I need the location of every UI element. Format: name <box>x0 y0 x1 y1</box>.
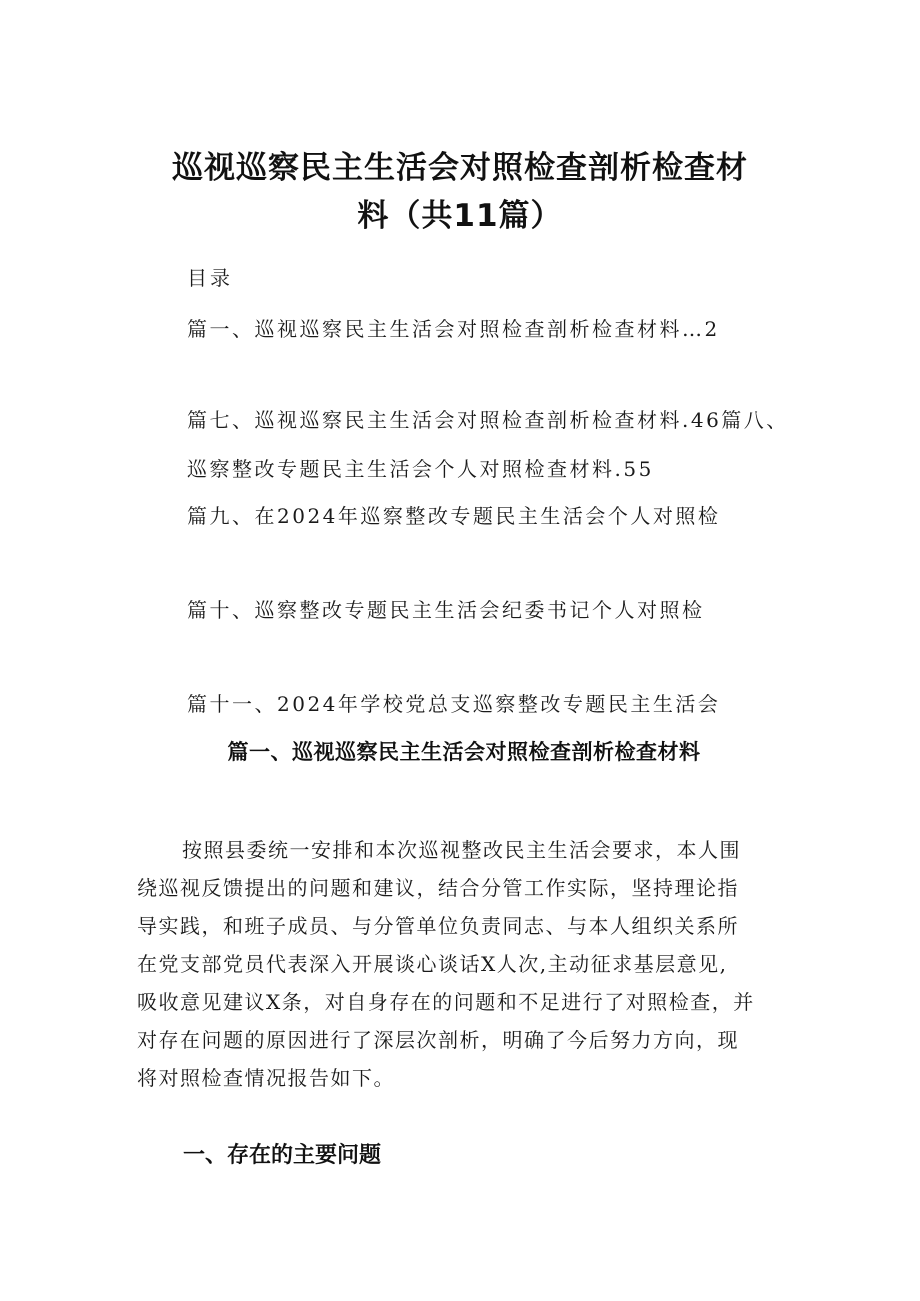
toc-entry-8: 巡察整改专题民主生活会个人对照检查材料.55 <box>187 457 654 481</box>
body-line: 绕巡视反馈提出的问题和建议，结合分管工作实际，坚持理论指 <box>137 876 739 900</box>
section-title: 篇一、巡视巡察民主生活会对照检查剖析检查材料 <box>227 740 701 764</box>
body-line: 按照县委统一安排和本次巡视整改民主生活会要求，本人围 <box>182 838 741 862</box>
document-title-line-1: 巡视巡察民主生活会对照检查剖析检查材 <box>172 150 748 186</box>
toc-entry-1: 篇一、巡视巡察民主生活会对照检查剖析检查材料…2 <box>187 317 720 341</box>
body-line: 对存在问题的原因进行了深层次剖析，明确了今后努力方向，现 <box>137 1028 739 1052</box>
body-line: 导实践，和班子成员、与分管单位负责同志、与本人组织关系所 <box>137 914 739 938</box>
toc-entry-11: 篇十一、2024年学校党总支巡察整改专题民主生活会 <box>187 692 721 716</box>
body-paragraph <box>137 831 793 1097</box>
toc-entry-7: 篇七、巡视巡察民主生活会对照检查剖析检查材料.46篇八、 <box>187 408 789 432</box>
body-line: 吸收意见建议X条，对自身存在的问题和不足进行了对照检查，并 <box>137 990 755 1014</box>
subheading: 一、存在的主要问题 <box>183 1143 382 1168</box>
body-line: 在党支部党员代表深入开展谈心谈话X人次,主动征求基层意见, <box>137 952 728 976</box>
body-line: 将对照检查情况报告如下。 <box>137 1066 395 1090</box>
toc-entry-10: 篇十、巡察整改专题民主生活会纪委书记个人对照检 <box>187 598 705 622</box>
document-title-line-2: 料（共11篇） <box>357 198 563 234</box>
toc-heading: 目录 <box>187 266 233 290</box>
toc-entry-9: 篇九、在2024年巡察整改专题民主生活会个人对照检 <box>187 504 721 528</box>
